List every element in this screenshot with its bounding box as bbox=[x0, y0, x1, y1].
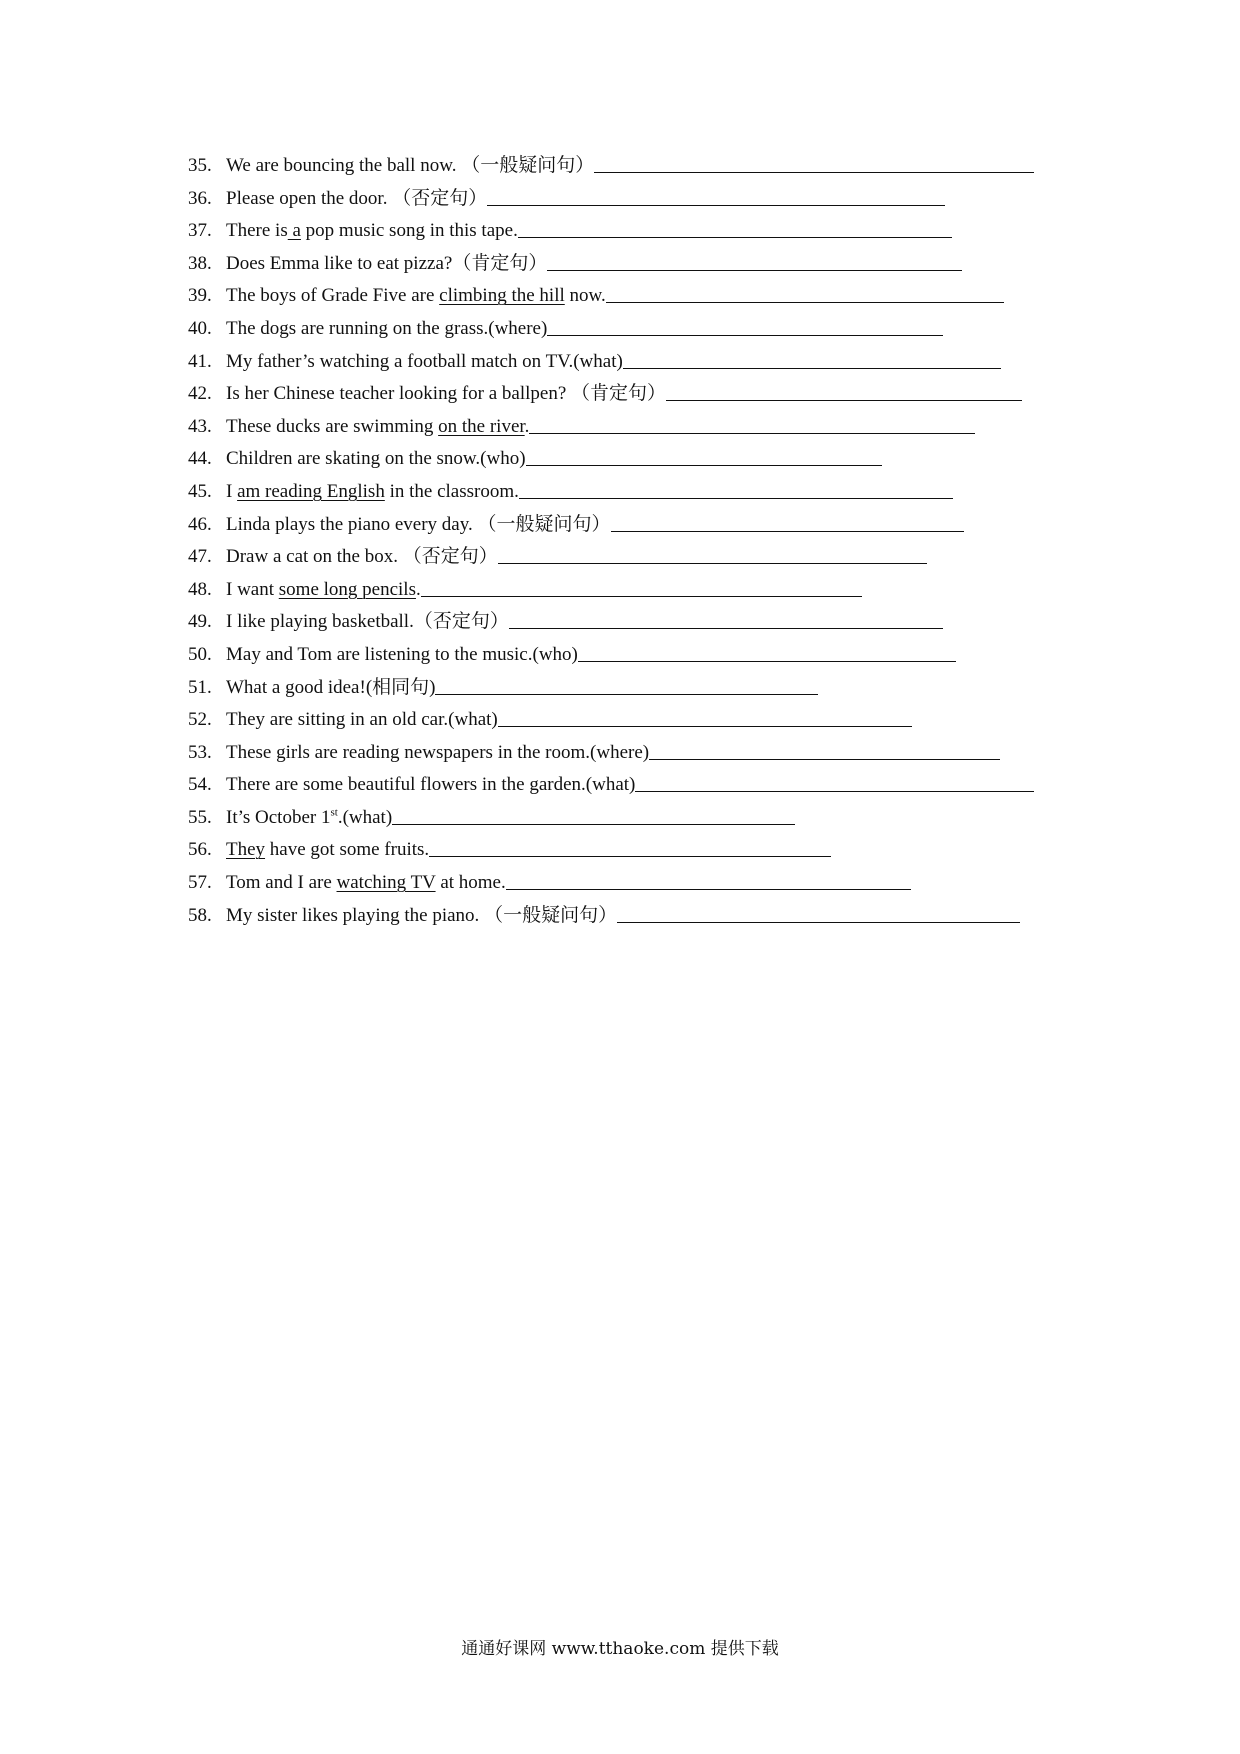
answer-blank[interactable] bbox=[578, 643, 956, 662]
answer-blank[interactable] bbox=[429, 838, 831, 857]
exercise-item bbox=[188, 215, 1088, 248]
exercise-item bbox=[188, 737, 1088, 770]
exercise-sentence bbox=[226, 769, 586, 802]
answer-blank[interactable] bbox=[506, 871, 911, 890]
sentence-text: My sister likes playing the piano. bbox=[226, 904, 480, 926]
sentence-text: have got some fruits. bbox=[265, 839, 430, 861]
sentence-text: . bbox=[524, 415, 530, 437]
sentence-text: May and Tom are listening to the music. bbox=[226, 643, 533, 665]
exercise-number: 38. bbox=[188, 252, 212, 274]
answer-blank[interactable] bbox=[487, 187, 945, 206]
underlined-phrase: on the river bbox=[438, 415, 525, 437]
sentence-text: It’s October 1 bbox=[226, 806, 331, 828]
exercise-item bbox=[188, 443, 1088, 476]
answer-blank[interactable] bbox=[606, 284, 1004, 303]
answer-blank[interactable] bbox=[623, 350, 1001, 369]
exercise-sentence bbox=[226, 606, 414, 639]
exercise-number: 44. bbox=[188, 448, 212, 470]
exercise-sentence bbox=[226, 411, 529, 444]
exercise-number: 47. bbox=[188, 546, 212, 568]
sentence-text: They are sitting in an old car. bbox=[226, 709, 449, 731]
sentence-text: The boys of Grade Five are bbox=[226, 285, 440, 307]
exercise-number: 37. bbox=[188, 220, 212, 242]
exercise-number: 43. bbox=[188, 415, 212, 437]
answer-blank[interactable] bbox=[529, 415, 975, 434]
sentence-text: I bbox=[226, 480, 238, 502]
sentence-text: at home. bbox=[435, 872, 506, 894]
exercise-item bbox=[188, 900, 1088, 933]
exercise-number: 55. bbox=[188, 806, 212, 828]
exercise-item bbox=[188, 834, 1088, 867]
transform-instruction: （肯定句） bbox=[571, 383, 667, 405]
exercise-number: 40. bbox=[188, 317, 212, 339]
exercise-sentence bbox=[226, 378, 566, 411]
transform-instruction: （否定句） bbox=[392, 187, 488, 209]
sentence-text: There are some beautiful flowers in the garden. bbox=[226, 774, 586, 796]
answer-blank[interactable] bbox=[518, 219, 952, 238]
transform-instruction: (what) bbox=[342, 806, 393, 828]
exercise-number: 57. bbox=[188, 872, 212, 894]
answer-blank[interactable] bbox=[617, 904, 1020, 923]
sentence-text: Tom and I are bbox=[226, 872, 337, 894]
sentence-text: I like playing basketball. bbox=[226, 611, 414, 633]
transform-instruction: (where) bbox=[488, 317, 548, 339]
transform-instruction: (what) bbox=[448, 709, 498, 731]
exercise-sentence bbox=[226, 313, 488, 346]
exercise-number: 54. bbox=[188, 774, 212, 796]
exercise-number: 39. bbox=[188, 285, 212, 307]
transform-instruction: (what) bbox=[585, 774, 636, 796]
sentence-text: Is her Chinese teacher looking for a ballpen? bbox=[226, 383, 567, 405]
exercise-sentence bbox=[226, 280, 606, 313]
exercise-number: 53. bbox=[188, 741, 212, 763]
sentence-text: The dogs are running on the grass. bbox=[226, 317, 489, 339]
sentence-text: pop music song in this tape. bbox=[300, 220, 518, 242]
sentence-text: These girls are reading newspapers in the room. bbox=[226, 741, 591, 763]
sentence-text: What a good idea! bbox=[226, 676, 366, 698]
exercise-list bbox=[188, 150, 1088, 932]
transform-instruction: （否定句） bbox=[413, 611, 509, 633]
underlined-phrase: a bbox=[287, 220, 301, 242]
answer-blank[interactable] bbox=[635, 773, 1034, 792]
exercise-number: 56. bbox=[188, 839, 212, 861]
answer-blank[interactable] bbox=[392, 806, 795, 825]
exercise-item bbox=[188, 867, 1088, 900]
exercise-number: 58. bbox=[188, 904, 212, 926]
sentence-text: Does Emma like to eat pizza? bbox=[226, 252, 453, 274]
exercise-item bbox=[188, 704, 1088, 737]
exercise-item bbox=[188, 411, 1088, 444]
exercise-sentence bbox=[226, 248, 452, 281]
exercise-item bbox=[188, 313, 1088, 346]
exercise-item bbox=[188, 248, 1088, 281]
exercise-item bbox=[188, 509, 1088, 542]
exercise-number: 41. bbox=[188, 350, 212, 372]
sentence-text: . bbox=[337, 806, 343, 828]
exercise-sentence bbox=[226, 900, 479, 933]
transform-instruction: （否定句） bbox=[402, 546, 498, 568]
sentence-text: Please open the door. bbox=[226, 187, 388, 209]
exercise-sentence bbox=[226, 215, 518, 248]
answer-blank[interactable] bbox=[547, 252, 962, 271]
sentence-text: st bbox=[330, 806, 338, 819]
exercise-number: 49. bbox=[188, 611, 212, 633]
transform-instruction: (相同句) bbox=[365, 676, 436, 698]
sentence-text: in the classroom. bbox=[384, 480, 519, 502]
transform-instruction: (who) bbox=[480, 448, 526, 470]
exercise-item bbox=[188, 574, 1088, 607]
exercise-sentence bbox=[226, 802, 343, 835]
exercise-sentence bbox=[226, 737, 590, 770]
exercise-number: 36. bbox=[188, 187, 212, 209]
transform-instruction: （一般疑问句） bbox=[484, 904, 618, 926]
sentence-text: Draw a cat on the box. bbox=[226, 546, 398, 568]
exercise-item bbox=[188, 769, 1088, 802]
sentence-text: We are bouncing the ball now. bbox=[226, 155, 457, 176]
transform-instruction: （一般疑问句） bbox=[461, 155, 595, 176]
sentence-text: My father’s watching a football match on TV. bbox=[226, 350, 574, 372]
exercise-number: 51. bbox=[188, 676, 212, 698]
underlined-phrase: They bbox=[226, 839, 266, 861]
exercise-item bbox=[188, 606, 1088, 639]
exercise-item bbox=[188, 672, 1088, 705]
exercise-sentence bbox=[226, 704, 448, 737]
exercise-item bbox=[188, 541, 1088, 574]
exercise-number: 42. bbox=[188, 383, 212, 405]
answer-blank[interactable] bbox=[435, 676, 818, 695]
answer-blank[interactable] bbox=[498, 545, 927, 564]
answer-blank[interactable] bbox=[594, 154, 1034, 173]
answer-blank[interactable] bbox=[649, 741, 1000, 760]
answer-blank[interactable] bbox=[519, 480, 953, 499]
exercise-sentence bbox=[226, 476, 519, 509]
exercise-sentence bbox=[226, 183, 387, 216]
exercise-sentence bbox=[226, 834, 429, 867]
sentence-text: now. bbox=[564, 285, 606, 307]
sentence-text: . bbox=[415, 578, 421, 600]
sentence-text: Children are skating on the snow. bbox=[226, 448, 481, 470]
exercise-item bbox=[188, 802, 1088, 835]
exercise-sentence bbox=[226, 574, 421, 607]
exercise-sentence bbox=[226, 639, 533, 672]
exercise-item bbox=[188, 346, 1088, 379]
answer-blank[interactable] bbox=[666, 382, 1022, 401]
sentence-text: I want bbox=[226, 578, 279, 600]
answer-blank[interactable] bbox=[498, 708, 912, 727]
exercise-item bbox=[188, 150, 1088, 183]
answer-blank[interactable] bbox=[509, 610, 943, 629]
exercise-sentence bbox=[226, 443, 480, 476]
underlined-phrase: watching TV bbox=[336, 872, 436, 894]
exercise-number: 35. bbox=[188, 155, 212, 176]
exercise-item bbox=[188, 378, 1088, 411]
answer-blank[interactable] bbox=[547, 317, 943, 336]
exercise-sentence bbox=[226, 509, 473, 542]
underlined-phrase: climbing the hill bbox=[439, 285, 565, 307]
sentence-text: These ducks are swimming bbox=[226, 415, 439, 437]
exercise-sentence bbox=[226, 541, 398, 574]
sentence-text: Linda plays the piano every day. bbox=[226, 513, 473, 535]
answer-blank[interactable] bbox=[611, 513, 964, 532]
answer-blank[interactable] bbox=[421, 578, 862, 597]
transform-instruction: （肯定句） bbox=[452, 252, 548, 274]
exercise-item bbox=[188, 476, 1088, 509]
page-footer: 通通好课网 www.tthaoke.com 提供下载 bbox=[461, 1639, 779, 1659]
exercise-sentence bbox=[226, 150, 456, 183]
transform-instruction: (what) bbox=[573, 350, 623, 372]
exercise-sentence bbox=[226, 346, 573, 379]
exercise-number: 46. bbox=[188, 513, 212, 535]
underlined-phrase: am reading English bbox=[237, 480, 385, 502]
exercise-number: 45. bbox=[188, 480, 212, 502]
answer-blank[interactable] bbox=[526, 447, 882, 466]
exercise-number: 48. bbox=[188, 578, 212, 600]
exercise-item bbox=[188, 639, 1088, 672]
transform-instruction: (who) bbox=[532, 643, 578, 665]
exercise-number: 52. bbox=[188, 709, 212, 731]
underlined-phrase: some long pencils bbox=[278, 578, 416, 600]
exercise-sentence bbox=[226, 867, 506, 900]
exercise-item bbox=[188, 183, 1088, 216]
exercise-number: 50. bbox=[188, 643, 212, 665]
exercise-item bbox=[188, 280, 1088, 313]
sentence-text: There is bbox=[226, 220, 288, 242]
transform-instruction: （一般疑问句） bbox=[477, 513, 611, 535]
exercise-sentence bbox=[226, 672, 366, 705]
transform-instruction: (where) bbox=[590, 741, 650, 763]
